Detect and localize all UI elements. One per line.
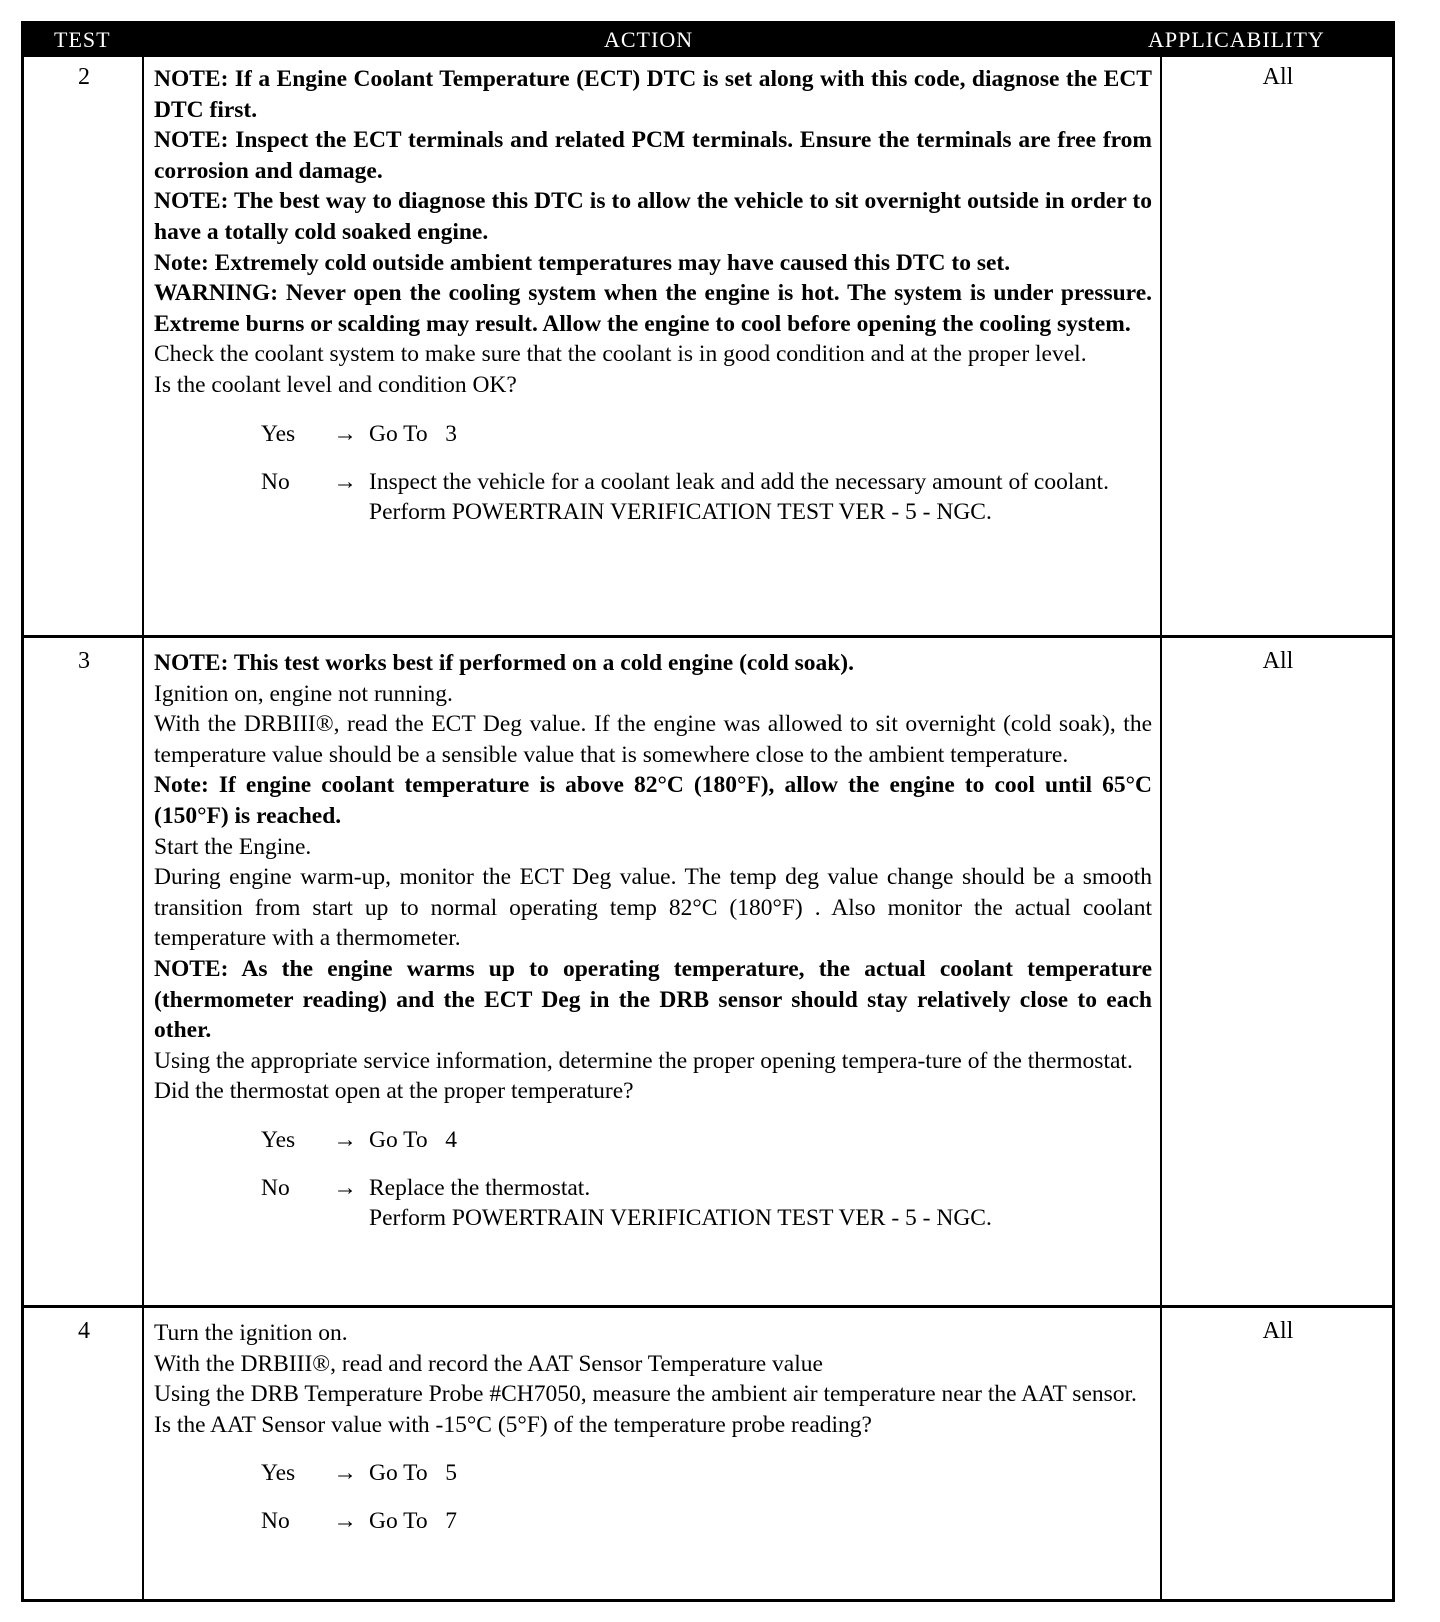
answer-result: Go To 3	[369, 420, 458, 447]
arrow-icon: →	[333, 1460, 357, 1487]
action-note: Note: Extremely cold outside ambient temperatures may have caused this DTC to set.	[154, 249, 1011, 276]
action-question: Is the AAT Sensor value with -15°C (5°F) of the temperature probe reading?	[154, 1411, 872, 1438]
action-question: Did the thermostat open at the proper temperature?	[154, 1078, 634, 1105]
action-note: NOTE: The best way to diagnose this DTC is to allow the vehicle to sit overnight outside in order to have a totally cold soaked engine.	[154, 188, 1152, 245]
answer-label: No	[261, 1508, 290, 1535]
applicability-value: All	[1262, 64, 1294, 90]
answer-result: Inspect the vehicle for a coolant leak and add the necessary amount of coolant. Perform POWERTRAIN VERIFICATION TEST VER - 5 - NGC.	[369, 468, 1109, 525]
applicability-value: All	[1262, 1318, 1294, 1344]
header-test: TEST	[54, 27, 111, 52]
action-note: NOTE: As the engine warms up to operating temperature, the actual coolant temperature (thermometer reading) and the ECT Deg in the DRB sensor should stay relatively close to each other.	[154, 955, 1152, 1044]
action-cell	[154, 1318, 1152, 1536]
action-step: Turn the ignition on.	[154, 1320, 348, 1346]
answer-no	[154, 1506, 1152, 1536]
arrow-icon: →	[333, 420, 357, 447]
table-header	[24, 24, 1392, 57]
answer-result: Replace the thermostat. Perform POWERTRAIN VERIFICATION TEST VER - 5 - NGC.	[369, 1174, 992, 1231]
applicability-value: All	[1262, 648, 1294, 674]
action-step: Ignition on, engine not running.	[154, 680, 453, 707]
action-cell	[154, 648, 1152, 1233]
row-divider	[24, 635, 1392, 638]
action-warning: WARNING: Never open the cooling system when the engine is hot. The system is under pressure. Extreme burns or scalding may result. Allow the engine to cool before opening the cooling system.	[154, 280, 1152, 337]
action-note: NOTE: Inspect the ECT terminals and related PCM terminals. Ensure the terminals are free from corrosion and damage.	[154, 127, 1152, 184]
arrow-icon: →	[333, 1508, 357, 1535]
header-applicability: APPLICABILITY	[1148, 27, 1325, 52]
answer-no	[154, 1173, 1152, 1233]
answer-label: No	[261, 468, 290, 495]
answer-result: Go To 4	[369, 1126, 458, 1153]
answer-label: Yes	[261, 420, 296, 447]
answer-no	[154, 467, 1152, 527]
arrow-icon: →	[333, 1126, 357, 1153]
answer-yes	[154, 1458, 1152, 1488]
action-note: NOTE: This test works best if performed on a cold engine (cold soak).	[154, 650, 854, 676]
answer-yes	[154, 419, 1152, 449]
answer-label: No	[261, 1174, 290, 1201]
action-question: Is the coolant level and condition OK?	[154, 371, 517, 398]
test-number: 2	[78, 64, 90, 90]
answer-label: Yes	[261, 1460, 296, 1487]
action-step: Using the appropriate service information, determine the proper opening tempera-ture of the thermostat.	[154, 1047, 1133, 1074]
action-step: During engine warm-up, monitor the ECT Deg value. The temp deg value change should be a smooth transition from start up to normal operating temp 82°C (180°F) . Also monitor the actual coolant temperature with a thermometer.	[154, 864, 1152, 952]
test-number: 3	[78, 648, 90, 674]
row-divider	[24, 1305, 1392, 1308]
column-divider-test	[142, 57, 144, 1602]
action-step: Start the Engine.	[154, 833, 312, 860]
test-number: 4	[78, 1318, 90, 1344]
action-cell	[154, 64, 1152, 527]
action-step: With the DRBIII®, read the ECT Deg value. If the engine was allowed to sit overnight (cold soak), the temperature value should be a sensible value that is somewhere close to the ambient temperature.	[154, 711, 1152, 768]
action-step: Using the DRB Temperature Probe #CH7050, measure the ambient air temperature near the AAT sensor.	[154, 1381, 1137, 1408]
answer-result: Go To 7	[369, 1508, 458, 1535]
column-divider-applicability	[1160, 57, 1162, 1602]
answer-label: Yes	[261, 1126, 296, 1153]
action-step: With the DRBIII®, read and record the AAT Sensor Temperature value	[154, 1350, 823, 1377]
diagnostic-table	[21, 21, 1395, 1602]
action-note: Note: If engine coolant temperature is above 82°C (180°F), allow the engine to cool until 65°C (150°F) is reached.	[154, 772, 1152, 829]
arrow-icon: →	[333, 1174, 357, 1201]
action-step: Check the coolant system to make sure that the coolant is in good condition and at the proper level.	[154, 341, 1087, 368]
arrow-icon: →	[333, 468, 357, 495]
answer-result: Go To 5	[369, 1460, 458, 1487]
answer-yes	[154, 1125, 1152, 1155]
header-action: ACTION	[604, 27, 694, 52]
action-note: NOTE: If a Engine Coolant Temperature (ECT) DTC is set along with this code, diagnose the ECT DTC first.	[154, 66, 1152, 123]
